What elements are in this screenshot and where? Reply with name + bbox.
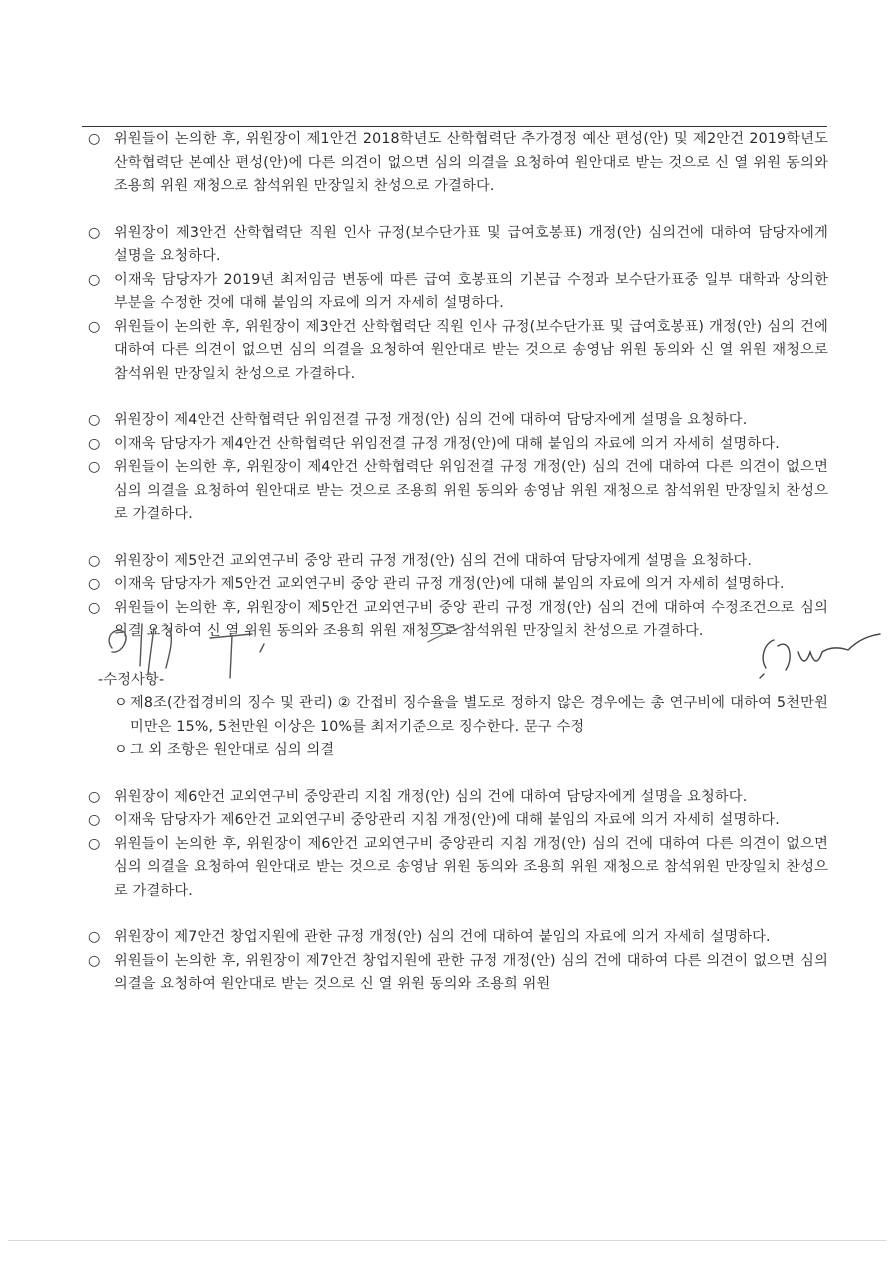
- small-circle-bullet-icon: ㅇ: [114, 695, 128, 711]
- minutes-item: [88, 950, 828, 997]
- minutes-item: [88, 550, 828, 574]
- bottom-rule: [8, 1240, 886, 1241]
- circle-bullet-icon: ○: [88, 271, 101, 288]
- item-text: 위원들이 논의한 후, 위원장이 제3안건 산학협력단 직원 인사 규정(보수단가표 및 급여호봉표) 개정(안) 심의 건에 대하여 다른 의견이 없으면 심의 의결을 요청하여 원안대로 받는 것으로 송영남 위원 동의와 신 열 위원 재청으로 참석위원 만장일치 찬성으로 가결하다.: [114, 318, 828, 382]
- minutes-item: [88, 456, 828, 527]
- item-text: 위원들이 논의한 후, 위원장이 제7안건 창업지원에 관한 규정 개정(안) 심의 건에 대하여 다른 의견이 없으면 심의 의결을 요청하여 원안대로 받는 것으로 신 열 위원 동의와 조용희 위원: [114, 952, 828, 992]
- amendment-heading: -수정사항-: [98, 671, 165, 688]
- circle-bullet-icon: ○: [88, 412, 101, 428]
- item-text: 위원장이 제5안건 교외연구비 중앙 관리 규정 개정(안) 심의 건에 대하여 담당자에게 설명을 요청하다.: [114, 552, 753, 569]
- small-circle-bullet-icon: ㅇ: [114, 742, 128, 758]
- item-text: 위원장이 제4안건 산학협력단 위임전결 규정 개정(안) 심의 건에 대하여 담당자에게 설명을 요청하다.: [114, 412, 748, 428]
- item-text: 이재욱 담당자가 제5안건 교외연구비 중앙 관리 규정 개정(안)에 대해 붙임의 자료에 의거 자세히 설명하다.: [114, 576, 785, 592]
- minutes-item: [88, 128, 828, 199]
- item-text: 위원들이 논의한 후, 위원장이 제1안건 2018학년도 산학협력단 추가경정 예산 편성(안) 및 제2안건 2019학년도 산학협력단 본예산 편성(안)에 다른 의견이 없으면 심의 의결을 요청하여 원안대로 받는 것으로 신 열 위원 동의와 조용희 위원 재청으로 참석위원 만장일치 찬성으로 가결하다.: [114, 131, 828, 194]
- circle-bullet-icon: ○: [88, 835, 101, 852]
- circle-bullet-icon: ○: [88, 131, 101, 147]
- item-text: 이재욱 담당자가 제4안건 산학협력단 위임전결 규정 개정(안)에 대해 붙임의 자료에 의거 자세히 설명하다.: [114, 435, 780, 452]
- minutes-item: [88, 316, 828, 387]
- minutes-item: [88, 809, 828, 833]
- circle-bullet-icon: ○: [88, 435, 101, 452]
- amendment-text: 그 외 조항은 원안대로 심의 의결: [130, 742, 335, 758]
- amendment-text: 제8조(간접경비의 징수 및 관리) ② 간접비 징수율을 별도로 정하지 않은 경우에는 총 연구비에 대하여 5천만원 미만은 15%, 5천만원 이상은 10%를 최저기준으로 징수한다. 문구 수정: [130, 695, 828, 735]
- circle-bullet-icon: ○: [88, 576, 101, 592]
- item-text: 위원들이 논의한 후, 위원장이 제6안건 교외연구비 중앙관리 지침 개정(안) 심의 건에 대하여 다른 의견이 없으면 심의 의결을 요청하여 원안대로 받는 것으로 송영남 위원 동의와 조용희 위원 재청으로 참석위원 만장일치 찬성으로 가결하다.: [114, 835, 828, 899]
- circle-bullet-icon: ○: [88, 599, 101, 616]
- minutes-item: [88, 786, 828, 810]
- top-rule: [82, 126, 827, 127]
- item-text: 이재욱 담당자가 2019년 최저임금 변동에 따른 급여 호봉표의 기본급 수정과 보수단가표중 일부 대학과 상의한 부분을 수정한 것에 대해 붙임의 자료에 의거 자세히 설명하다.: [114, 271, 828, 311]
- minutes-item: [88, 573, 828, 597]
- item-text: 위원장이 제6안건 교외연구비 중앙관리 지침 개정(안) 심의 건에 대하여 담당자에게 설명을 요청하다.: [114, 788, 748, 805]
- minutes-item: [88, 269, 828, 316]
- circle-bullet-icon: ○: [88, 952, 101, 969]
- circle-bullet-icon: ○: [88, 788, 101, 805]
- circle-bullet-icon: ○: [88, 459, 101, 475]
- minutes-body: [88, 128, 828, 997]
- minutes-item: [88, 433, 828, 457]
- item-text: 위원장이 제3안건 산학협력단 직원 인사 규정(보수단가표 및 급여호봉표) 개정(안) 심의건에 대하여 담당자에게 설명을 요청하다.: [114, 224, 828, 264]
- item-text: 위원들이 논의한 후, 위원장이 제4안건 산학협력단 위임전결 규정 개정(안) 심의 건에 대하여 다른 의견이 없으면 심의 의결을 요청하여 원안대로 받는 것으로 조용희 위원 동의와 송영남 위원 재청으로 참석위원 만장일치 찬성으로 가결하다.: [114, 459, 828, 522]
- circle-bullet-icon: ○: [88, 318, 101, 335]
- minutes-item: [88, 926, 828, 950]
- minutes-item: [88, 222, 828, 269]
- circle-bullet-icon: ○: [88, 929, 101, 945]
- item-text: 위원들이 논의한 후, 위원장이 제5안건 교외연구비 중앙 관리 규정 개정(안) 심의 건에 대하여 수정조건으로 심의 의결 요청하여 신 열 위원 동의와 조용희 위원 재청으로 참석위원 만장일치 찬성으로 가결하다.: [114, 599, 828, 639]
- minutes-item: [88, 597, 828, 644]
- amendment-item: [88, 739, 828, 763]
- item-text: 이재욱 담당자가 제6안건 교외연구비 중앙관리 지침 개정(안)에 대해 붙임의 자료에 의거 자세히 설명하다.: [114, 812, 780, 828]
- amendment-item: [88, 692, 828, 739]
- minutes-item: [88, 409, 828, 433]
- circle-bullet-icon: ○: [88, 812, 101, 828]
- circle-bullet-icon: ○: [88, 224, 101, 241]
- circle-bullet-icon: ○: [88, 552, 101, 569]
- minutes-item: [88, 833, 828, 904]
- item-text: 위원장이 제7안건 창업지원에 관한 규정 개정(안) 심의 건에 대하여 붙임의 자료에 의거 자세히 설명하다.: [114, 929, 771, 945]
